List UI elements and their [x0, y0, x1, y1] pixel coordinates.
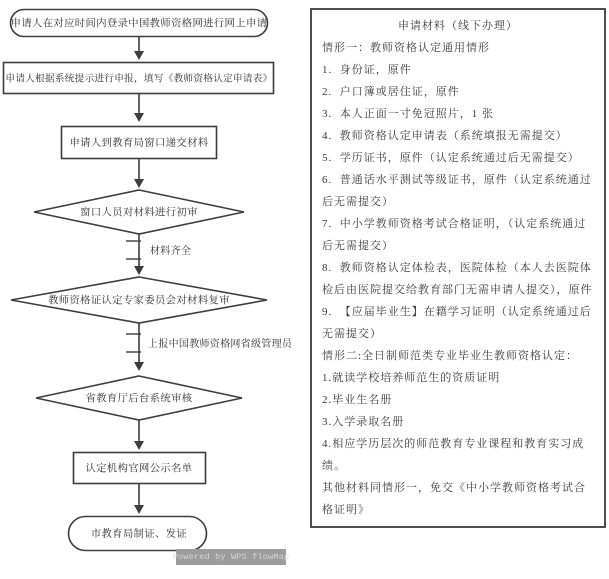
arrowhead-icon [134, 266, 144, 275]
node-window-review [34, 190, 244, 234]
node-submit-materials [62, 127, 217, 159]
edge-label-materials-complete: 材料齐全 [150, 246, 192, 257]
node-provincial-system-review [36, 376, 242, 420]
node-fill-form [4, 63, 274, 94]
node-issue-certificate-label: 市教育局制证、发证 [90, 529, 188, 540]
flow-arrow [134, 484, 144, 515]
panel-section-heading: 情形二:全日制师范类专业毕业生教师资格认定： [322, 350, 579, 362]
flow-arrow [134, 159, 144, 189]
arrowhead-icon [134, 179, 144, 188]
node-fill-form-label: 申请人根据系统提示进行申报，填写《教师资格认定申请表》 [5, 73, 273, 85]
panel-list-item: 3. 本人正面一寸免冠照片，1 张 [322, 108, 494, 120]
panel-list-item: 6. 普通话水平测试等级证书，原件（认定系统通过后无需提交） [322, 174, 592, 208]
panel-list-item: 1. 身份证，原件 [322, 64, 412, 76]
arrowhead-icon [134, 505, 144, 514]
node-issue-certificate [69, 517, 207, 551]
panel-list-item: 9. 【应届毕业生】在籍学习证明（认定系统通过后无需提交） [322, 306, 592, 340]
flow-arrow [134, 94, 144, 123]
node-provincial-system-review-label: 省教育厅后台系统审核 [85, 393, 193, 405]
panel-list-item: 2. 户口簿或居住证，原件 [322, 86, 460, 98]
panel-list-item: 2.毕业生名册 [322, 394, 393, 406]
node-start-label: 申请人在对应时间内登录中国教师资格网进行网上申请 [10, 18, 268, 30]
node-submit-materials-label: 申请人到教育局窗口递交材料 [69, 138, 209, 149]
flow-arrow-report-provincial-admin [126, 323, 293, 371]
flow-arrow-materials-complete [126, 234, 191, 275]
panel-list-item: 4.相应学历层次的师范教育专业课程和教育实习成绩。 [322, 438, 585, 472]
node-publish-list-label: 认定机构官网公示名单 [85, 463, 193, 475]
panel-list-item: 1.就读学校培养师范生的资质证明 [322, 372, 501, 384]
arrowhead-icon [134, 51, 144, 60]
edge-label-report-provincial-admin: 上报中国教师资格网省级管理员 [148, 339, 293, 350]
panel-title: 申请材料（线下办理） [398, 20, 518, 32]
node-expert-committee-review-label: 教师资格证认定专家委员会对材料复审 [48, 295, 230, 307]
panel-list-item: 7. 中小学教师资格考试合格证明，（认定系统通过后无需提交） [322, 218, 587, 252]
node-expert-committee-review [11, 277, 267, 323]
arrowhead-icon [134, 113, 144, 122]
arrowhead-icon [134, 362, 144, 371]
panel-section-heading: 情形一：教师资格认定通用情形 [322, 42, 490, 54]
node-start [11, 10, 268, 37]
panel-list-item: 8. 教师资格认定体检表，医院体检（本人去医院体检后由医院提交给教育部门无需申请人提交），原件 [322, 262, 593, 296]
flow-arrow [134, 37, 144, 61]
panel-list-item: 5. 学历证书，原件（认定系统通过后无需提交） [322, 152, 580, 164]
arrowhead-icon [134, 441, 144, 450]
panel-note: 其他材料同情形一，免交《中小学教师资格考试合格证明》 [322, 482, 586, 516]
materials-panel [310, 8, 606, 528]
flow-arrow [134, 420, 144, 450]
panel-list-item: 4. 教师资格认定申请表（系统填报无需提交） [322, 130, 568, 142]
node-publish-list [74, 453, 206, 484]
wps-flowmap-watermark: Powered by WPS flowMap [176, 549, 286, 565]
panel-list-item: 3.入学录取名册 [322, 416, 405, 428]
node-window-review-label: 窗口人员对材料进行初审 [80, 207, 198, 219]
